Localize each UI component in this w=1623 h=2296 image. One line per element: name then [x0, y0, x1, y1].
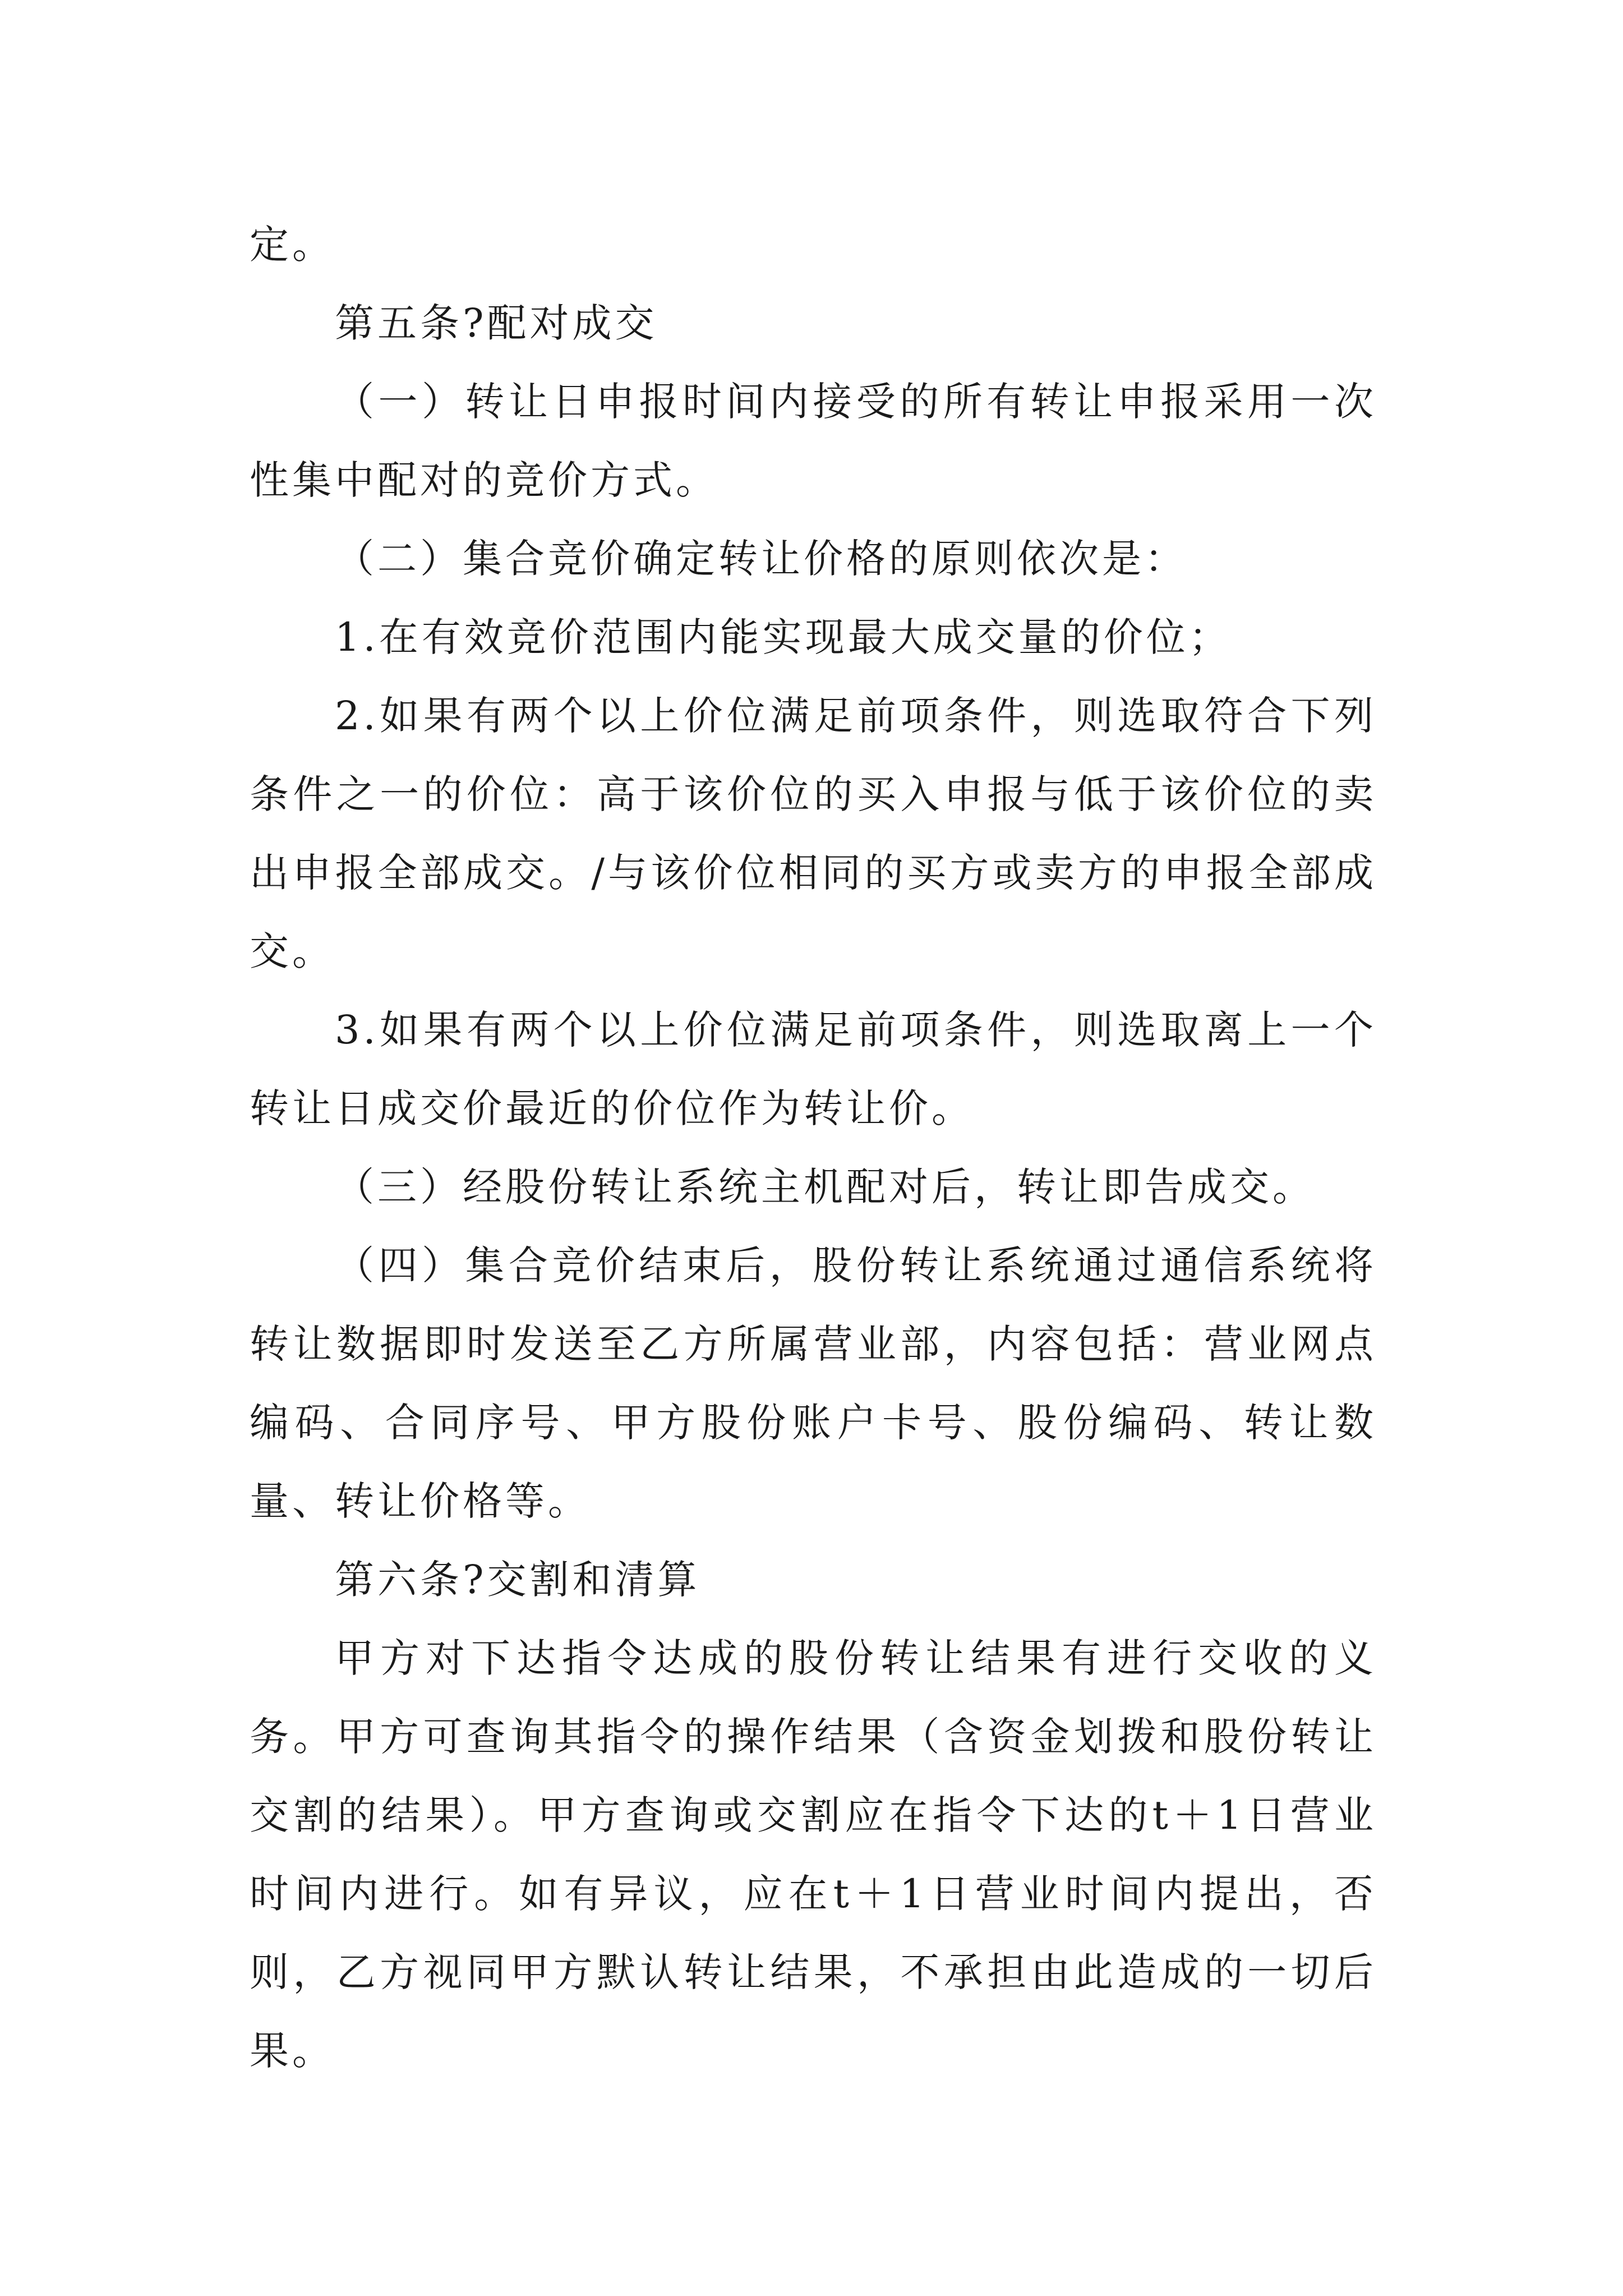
article-5-clause-4: （四）集合竞价结束后，股份转让系统通过通信系统将转让数据即时发送至乙方所属营业部，内容包括：营业网点编码、合同序号、甲方股份账户卡号、股份编码、转让数量、转让价格等。	[250, 1243, 1377, 1524]
article-5-clause-3: （三）经股份转让系统主机配对后，转让即告成交。	[335, 1164, 1315, 1210]
article-5-clause-2-item-1: 1.在有效竞价范围内能实现最大成交量的价位；	[335, 614, 1232, 660]
article-5-heading: 第五条?配对成交	[335, 300, 658, 346]
article-5-clause-2: （二）集合竞价确定转让价格的原则依次是：	[335, 536, 1187, 582]
document-body	[250, 205, 1377, 2090]
article-6-body: 甲方对下达指令达成的股份转让结果有进行交收的义务。甲方可查询其指令的操作结果（含资金划拨和股份转让交割的结果）。甲方查询或交割应在指令下达的t＋1日营业时间内进行。如有异议，应在t＋1日营业时间内提出，否则，乙方视同甲方默认转让结果，不承担由此造成的一切后果。	[250, 1635, 1377, 2074]
article-5-clause-2-item-2: 2.如果有两个以上价位满足前项条件，则选取符合下列条件之一的价位：高于该价位的买入申报与低于该价位的卖出申报全部成交。/与该价位相同的买方或卖方的申报全部成交。	[250, 693, 1377, 974]
paragraph-continuation: 定。	[250, 222, 335, 268]
article-6-heading: 第六条?交割和清算	[335, 1557, 700, 1603]
article-5-clause-2-item-3: 3.如果有两个以上价位满足前项条件，则选取离上一个转让日成交价最近的价位作为转让价。	[250, 1007, 1377, 1131]
article-5-clause-1: （一）转让日申报时间内接受的所有转让申报采用一次性集中配对的竞价方式。	[250, 379, 1377, 503]
